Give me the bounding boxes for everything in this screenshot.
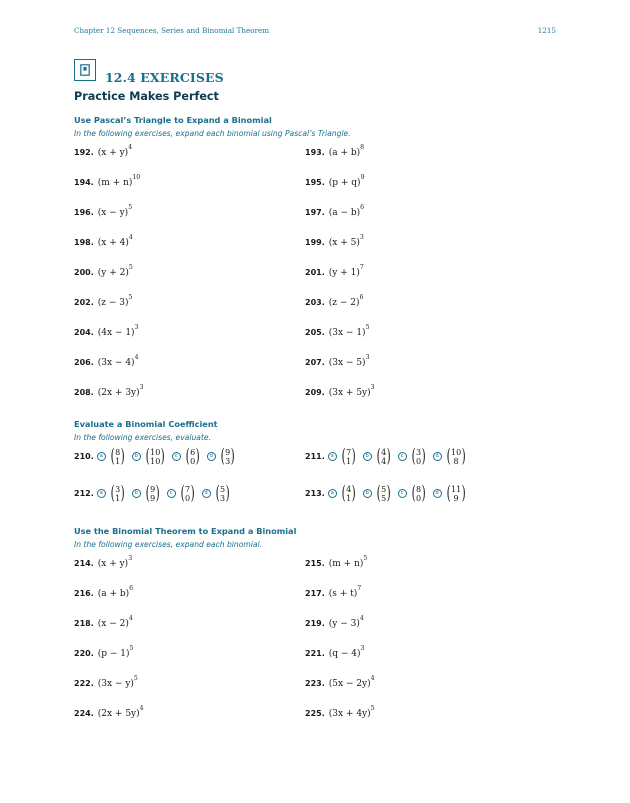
binomial-expression <box>97 615 133 629</box>
coefficient-stack <box>416 485 421 503</box>
problem-number: 219. <box>305 619 325 628</box>
group-heading-theorem: Use the Binomial Theorem to Expand a Binomial <box>74 526 297 536</box>
binomial-exponent: 7 <box>359 264 364 271</box>
left-paren: ( <box>220 445 225 467</box>
coefficient-stack <box>381 448 386 466</box>
binomial-expression <box>328 384 375 398</box>
right-paren: ) <box>225 482 230 504</box>
problem-number: 201. <box>305 268 325 277</box>
notebook-icon <box>74 59 96 81</box>
binomial-exponent: 7 <box>357 585 362 592</box>
binomial-exponent: 9 <box>360 174 365 181</box>
left-paren: ( <box>145 482 150 504</box>
problem-number: 210. <box>74 452 94 461</box>
problem-201 <box>305 266 364 278</box>
problem-224 <box>74 707 144 719</box>
right-paren: ) <box>461 445 466 467</box>
problem-218 <box>74 617 133 629</box>
problem-199 <box>305 236 364 248</box>
binomial-exponent: 4 <box>128 615 133 622</box>
coefficient-n: 7 <box>346 447 352 457</box>
binomial-exponent: 5 <box>128 294 133 301</box>
coefficient-stack <box>225 448 230 466</box>
binomial-base: (z − 2) <box>328 298 360 308</box>
part-label-c: c <box>398 452 407 461</box>
left-paren: ( <box>446 482 451 504</box>
binomial-base: (x − y) <box>97 208 129 218</box>
coefficient-n: 4 <box>346 484 352 494</box>
part-label-b: b <box>363 452 372 461</box>
problem-number: 203. <box>305 298 325 307</box>
binomial-coefficient <box>144 447 167 466</box>
binomial-expression <box>97 234 133 248</box>
binomial-exponent: 8 <box>360 144 365 151</box>
problem-219 <box>305 617 364 629</box>
coefficient-stack <box>150 485 155 503</box>
coefficient-n: 3 <box>416 447 422 457</box>
coefficient-n: 8 <box>416 484 422 494</box>
coefficient-k: 5 <box>381 493 387 503</box>
problem-198 <box>74 236 133 248</box>
binomial-exponent: 4 <box>134 354 139 361</box>
left-paren: ( <box>341 445 346 467</box>
coefficient-n: 10 <box>450 447 462 457</box>
left-paren: ( <box>411 482 416 504</box>
binomial-expression <box>97 174 141 188</box>
right-paren: ) <box>160 445 166 467</box>
binomial-exponent: 4 <box>139 705 144 712</box>
problem-220 <box>74 647 133 659</box>
problem-195 <box>305 176 365 188</box>
right-paren: ) <box>195 445 200 467</box>
binomial-exponent: 4 <box>128 234 133 241</box>
group-instruction-theorem: In the following exercises, expand each binomial. <box>74 540 263 549</box>
binomial-exponent: 5 <box>363 555 368 562</box>
binomial-expression <box>328 354 370 368</box>
binomial-base: (3x − 5) <box>328 358 366 368</box>
binomial-exponent: 4 <box>370 675 375 682</box>
binomial-base: (p − 1) <box>97 649 130 659</box>
binomial-coefficient <box>410 447 428 466</box>
problem-number: 198. <box>74 238 94 247</box>
coefficient-n: 6 <box>190 447 196 457</box>
page-number: 1215 <box>537 26 556 35</box>
problem-203 <box>305 296 363 308</box>
problem-205 <box>305 326 370 338</box>
problem-number: 195. <box>305 178 325 187</box>
section-title: 12.4 EXERCISES <box>105 70 224 85</box>
binomial-expression <box>328 555 368 569</box>
binomial-exponent: 5 <box>370 705 375 712</box>
coefficient-n: 9 <box>225 447 231 457</box>
binomial-coefficient <box>109 484 127 503</box>
binomial-expression <box>97 354 139 368</box>
problem-number: 192. <box>74 148 94 157</box>
binomial-expression <box>328 174 365 188</box>
problem-number: 225. <box>305 709 325 718</box>
part-label-b: b <box>132 489 141 498</box>
problem-209 <box>305 386 375 398</box>
problem-number: 207. <box>305 358 325 367</box>
right-paren: ) <box>155 482 160 504</box>
left-paren: ( <box>145 445 150 467</box>
binomial-coefficient <box>179 484 197 503</box>
problem-number: 204. <box>74 328 94 337</box>
coefficient-k: 8 <box>453 456 459 466</box>
coefficient-stack <box>220 485 225 503</box>
coefficient-stack <box>150 448 160 466</box>
binomial-base: (a + b) <box>97 589 130 599</box>
problem-215 <box>305 557 367 569</box>
coefficient-stack <box>115 485 120 503</box>
binomial-expression <box>97 204 133 218</box>
coefficient-k: 0 <box>416 493 422 503</box>
binomial-base: (s + t) <box>328 589 358 599</box>
binomial-coefficient <box>219 447 237 466</box>
binomial-base: (q − 4) <box>328 649 361 659</box>
coefficient-k: 0 <box>416 456 422 466</box>
binomial-exponent: 5 <box>365 324 370 331</box>
binomial-base: (3x − 4) <box>97 358 135 368</box>
binomial-exponent: 4 <box>359 615 364 622</box>
left-paren: ( <box>180 482 185 504</box>
binomial-base: (5x − 2y) <box>328 679 371 689</box>
binomial-base: (m + n) <box>97 178 133 188</box>
problem-number: 224. <box>74 709 94 718</box>
binomial-expression <box>97 555 133 569</box>
binomial-expression <box>97 294 133 308</box>
binomial-base: (2x + 3y) <box>97 388 140 398</box>
binomial-base: (x + 4) <box>97 238 129 248</box>
problem-216 <box>74 587 133 599</box>
part-label-d: d <box>433 452 442 461</box>
part-label-c: c <box>167 489 176 498</box>
binomial-exponent: 10 <box>132 174 141 181</box>
binomial-expression <box>328 705 375 719</box>
binomial-expression <box>328 234 364 248</box>
part-label-a: a <box>97 452 106 461</box>
binomial-base: (3x + 5y) <box>328 388 371 398</box>
problem-214 <box>74 557 132 569</box>
problem-number: 214. <box>74 559 94 568</box>
problem-221 <box>305 647 364 659</box>
left-paren: ( <box>376 482 381 504</box>
part-label-d: d <box>433 489 442 498</box>
problem-194 <box>74 176 140 188</box>
binomial-exponent: 3 <box>128 555 133 562</box>
problem-200 <box>74 266 133 278</box>
binomial-exponent: 5 <box>129 645 134 652</box>
problem-223 <box>305 677 375 689</box>
problem-number: 220. <box>74 649 94 658</box>
group-heading-pascal: Use Pascal’s Triangle to Expand a Binomial <box>74 115 272 125</box>
coefficient-n: 3 <box>115 484 121 494</box>
binomial-coefficient <box>410 484 428 503</box>
binomial-expression <box>97 384 144 398</box>
problem-number: 211. <box>305 452 325 461</box>
left-paren: ( <box>411 445 416 467</box>
binomial-exponent: 5 <box>128 204 133 211</box>
binomial-exponent: 3 <box>359 234 364 241</box>
coefficient-k: 9 <box>453 493 459 503</box>
binomial-expression <box>97 705 144 719</box>
binomial-expression <box>328 324 370 338</box>
binomial-coefficient <box>445 447 468 466</box>
problem-number: 196. <box>74 208 94 217</box>
coefficient-stack <box>416 448 421 466</box>
problem-217 <box>305 587 361 599</box>
left-paren: ( <box>341 482 346 504</box>
coefficient-k: 0 <box>190 456 196 466</box>
coefficient-n: 9 <box>150 484 156 494</box>
right-paren: ) <box>351 482 357 504</box>
problem-225 <box>305 707 375 719</box>
coefficient-n: 7 <box>185 484 191 494</box>
problem-213 <box>305 484 472 503</box>
problem-number: 216. <box>74 589 94 598</box>
right-paren: ) <box>351 445 357 467</box>
left-paren: ( <box>215 482 220 504</box>
left-paren: ( <box>376 445 381 467</box>
binomial-expression <box>97 144 133 158</box>
problem-222 <box>74 677 138 689</box>
binomial-expression <box>97 645 134 659</box>
binomial-base: (3x + 4y) <box>328 709 371 719</box>
coefficient-stack <box>346 485 351 503</box>
binomial-base: (m + n) <box>328 559 364 569</box>
problem-192 <box>74 146 132 158</box>
binomial-exponent: 6 <box>129 585 134 592</box>
binomial-base: (a + b) <box>328 148 361 158</box>
binomial-expression <box>328 264 364 278</box>
group-instruction-coefficient: In the following exercises, evaluate. <box>74 433 212 442</box>
binomial-exponent: 3 <box>139 384 144 391</box>
right-paren: ) <box>120 482 126 504</box>
binomial-base: (z − 3) <box>97 298 129 308</box>
binomial-exponent: 3 <box>365 354 370 361</box>
binomial-expression <box>328 675 375 689</box>
right-paren: ) <box>421 445 426 467</box>
binomial-coefficient <box>340 484 358 503</box>
problem-number: 208. <box>74 388 94 397</box>
binomial-base: (y + 2) <box>97 268 129 278</box>
problem-number: 206. <box>74 358 94 367</box>
part-label-a: a <box>97 489 106 498</box>
right-paren: ) <box>386 482 391 504</box>
problem-number: 194. <box>74 178 94 187</box>
binomial-base: (x + y) <box>97 559 129 569</box>
problem-number: 223. <box>305 679 325 688</box>
right-paren: ) <box>421 482 426 504</box>
part-label-d: d <box>207 452 216 461</box>
problem-193 <box>305 146 364 158</box>
part-label-c: c <box>398 489 407 498</box>
coefficient-k: 0 <box>185 493 191 503</box>
binomial-coefficient <box>375 447 393 466</box>
binomial-exponent: 6 <box>359 294 364 301</box>
coefficient-k: 1 <box>115 456 121 466</box>
problem-number: 200. <box>74 268 94 277</box>
group-instruction-pascal: In the following exercises, expand each binomial using Pascal’s Triangle. <box>74 129 351 138</box>
part-label-c: c <box>172 452 181 461</box>
left-paren: ( <box>185 445 190 467</box>
part-label-b: b <box>132 452 141 461</box>
coefficient-stack <box>346 448 351 466</box>
binomial-coefficient <box>144 484 162 503</box>
coefficient-n: 11 <box>450 484 462 494</box>
binomial-base: (4x − 1) <box>97 328 135 338</box>
binomial-exponent: 5 <box>128 264 133 271</box>
part-label-d: d <box>202 489 211 498</box>
problem-206 <box>74 356 139 368</box>
binomial-expression <box>328 144 365 158</box>
problem-number: 217. <box>305 589 325 598</box>
binomial-base: (p + q) <box>328 178 361 188</box>
binomial-exponent: 3 <box>360 645 365 652</box>
coefficient-k: 3 <box>225 456 231 466</box>
coefficient-n: 8 <box>115 447 121 457</box>
binomial-base: (x + 5) <box>328 238 360 248</box>
binomial-exponent: 3 <box>370 384 375 391</box>
binomial-expression <box>328 204 365 218</box>
group-heading-coefficient: Evaluate a Binomial Coefficient <box>74 419 218 429</box>
binomial-base: (x − 2) <box>97 619 129 629</box>
binomial-expression <box>97 264 133 278</box>
part-label-a: a <box>328 489 337 498</box>
part-label-a: a <box>328 452 337 461</box>
coefficient-stack <box>185 485 190 503</box>
coefficient-k: 1 <box>115 493 121 503</box>
binomial-base: (2x + 5y) <box>97 709 140 719</box>
problem-number: 212. <box>74 489 94 498</box>
binomial-expression <box>97 324 139 338</box>
coefficient-k: 4 <box>381 456 387 466</box>
binomial-base: (3x − 1) <box>328 328 366 338</box>
coefficient-stack <box>190 448 195 466</box>
problem-number: 193. <box>305 148 325 157</box>
right-paren: ) <box>461 482 466 504</box>
part-label-b: b <box>363 489 372 498</box>
coefficient-k: 3 <box>219 493 226 503</box>
coefficient-k: 1 <box>346 493 352 503</box>
binomial-expression <box>328 615 364 629</box>
problem-197 <box>305 206 364 218</box>
binomial-base: (y − 3) <box>328 619 360 629</box>
binomial-exponent: 6 <box>360 204 365 211</box>
coefficient-k: 1 <box>346 456 352 466</box>
coefficient-stack <box>381 485 386 503</box>
section-subtitle: Practice Makes Perfect <box>74 90 219 103</box>
problem-202 <box>74 296 132 308</box>
coefficient-n: 5 <box>219 484 226 494</box>
binomial-expression <box>328 645 365 659</box>
binomial-coefficient <box>340 447 358 466</box>
binomial-expression <box>97 585 134 599</box>
problem-number: 202. <box>74 298 94 307</box>
problem-number: 199. <box>305 238 325 247</box>
coefficient-n: 4 <box>381 447 387 457</box>
problem-207 <box>305 356 370 368</box>
problem-number: 197. <box>305 208 325 217</box>
binomial-exponent: 5 <box>133 675 138 682</box>
problem-number: 218. <box>74 619 94 628</box>
coefficient-n: 5 <box>381 484 387 494</box>
problem-204 <box>74 326 139 338</box>
problem-210 <box>74 447 241 466</box>
right-paren: ) <box>230 445 235 467</box>
problem-196 <box>74 206 132 218</box>
right-paren: ) <box>386 445 391 467</box>
binomial-expression <box>97 675 138 689</box>
coefficient-k: 10 <box>150 456 161 466</box>
coefficient-stack <box>451 448 461 466</box>
right-paren: ) <box>190 482 195 504</box>
binomial-coefficient <box>214 484 232 503</box>
problem-211 <box>305 447 472 466</box>
binomial-base: (y + 1) <box>328 268 360 278</box>
left-paren: ( <box>110 482 115 504</box>
left-paren: ( <box>110 445 115 467</box>
problem-number: 215. <box>305 559 325 568</box>
binomial-base: (a − b) <box>328 208 361 218</box>
binomial-coefficient <box>445 484 468 503</box>
binomial-expression <box>328 585 362 599</box>
right-paren: ) <box>120 445 126 467</box>
binomial-coefficient <box>109 447 127 466</box>
problem-number: 222. <box>74 679 94 688</box>
coefficient-k: 9 <box>150 493 156 503</box>
problem-number: 221. <box>305 649 325 658</box>
problem-number: 205. <box>305 328 325 337</box>
binomial-coefficient <box>184 447 202 466</box>
coefficient-stack <box>115 448 120 466</box>
problem-number: 209. <box>305 388 325 397</box>
binomial-exponent: 4 <box>128 144 133 151</box>
coefficient-n: 10 <box>150 447 161 457</box>
binomial-base: (x + y) <box>97 148 129 158</box>
coefficient-stack <box>451 485 461 503</box>
problem-number: 213. <box>305 489 325 498</box>
binomial-coefficient <box>375 484 393 503</box>
binomial-base: (3x − y) <box>97 679 134 689</box>
binomial-expression <box>328 294 364 308</box>
left-paren: ( <box>446 445 451 467</box>
binomial-exponent: 3 <box>134 324 139 331</box>
problem-208 <box>74 386 144 398</box>
chapter-title: Chapter 12 Sequences, Series and Binomial Theorem <box>74 26 270 35</box>
problem-212 <box>74 484 236 503</box>
